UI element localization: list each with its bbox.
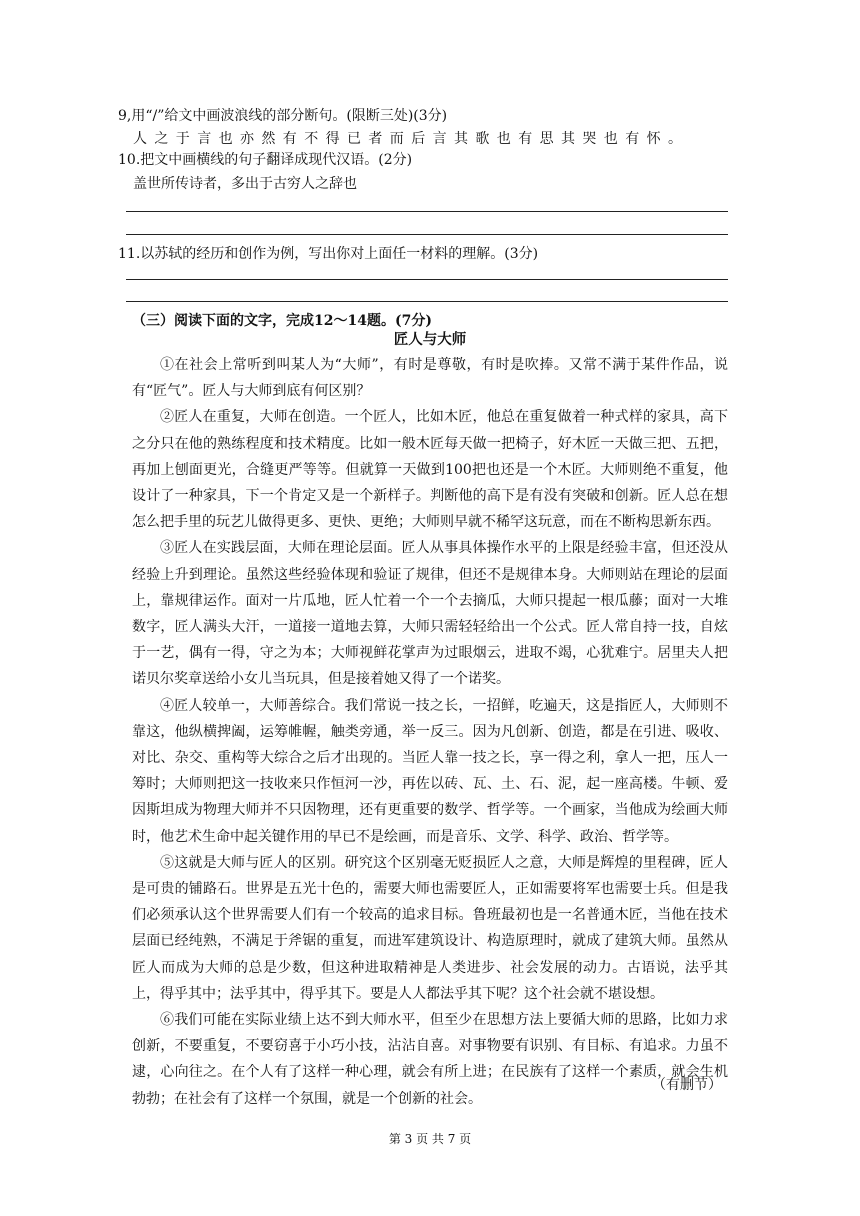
page-footer: 第 3 页 共 7 页 <box>388 1132 472 1146</box>
answer-line-4 <box>126 301 728 302</box>
question-10-sentence: 盖世所传诗者，多出于古穷人之辞也 <box>133 176 357 192</box>
paragraph-2: ②匠人在重复，大师在创造。一个匠人，比如木匠，他总在重复做着一种式样的家具，高下之分只在他的熟练程度和技术精度。比如一般木匠每天做一把椅子，好木匠一天做三把、五把，再加上刨面更光，合缝更严等等。但就算一天做到100把也还是一个木匠。大师则绝不重复，他设计了一种家具，下一个肯定又是一个新样子。判断他的高下是有没有突破和创新。匠人总在想怎么把手里的玩艺儿做得更多、更快、更绝；大师则早就不稀罕这玩意，而在不断构思新东西。 <box>132 409 728 531</box>
paragraph-5: ⑤这就是大师与匠人的区别。研究这个区别毫无贬损匠人之意，大师是辉煌的里程碑，匠人是可贵的铺路石。世界是五光十色的，需要大师也需要匠人，正如需要将军也需要士兵。但是我们必须承认这个世界需要人们有一个较高的追求目标。鲁班最初也是一名普通木匠，当他在技术层面已经纯熟，不满足于斧锯的重复，而进军建筑设计、构造原理时，就成了建筑大师。虽然从匠人而成为大师的总是少数，但这种进取精神是人类进步、社会发展的动力。古语说，法乎其上，得乎其中；法乎其中，得乎其下。要是人人都法乎其下呢？这个社会就不堪设想。 <box>132 854 728 1002</box>
section-heading: （三）阅读下面的文字，完成12～14题。(7分) <box>132 313 432 329</box>
answer-line-3 <box>126 279 728 280</box>
answer-line-2 <box>126 234 728 235</box>
article-credit: （有删节） <box>652 1077 722 1093</box>
article-title: 匠人与大师 <box>393 331 467 348</box>
article-body <box>132 352 728 1112</box>
question-9-passage: 人之于言也亦然有不得已者而后言其歌也有思其哭也有怀。 <box>133 131 690 147</box>
question-11-label: 11.以苏轼的经历和创作为例，写出你对上面任一材料的理解。(3分) <box>118 246 539 262</box>
answer-line-1 <box>126 211 728 212</box>
paragraph-3: ③匠人在实践层面，大师在理论层面。匠人从事具体操作水平的上限是经验丰富，但还没从经验上升到理论。虽然这些经验体现和验证了规律，但还不是规律本身。大师则站在理论的层面上，靠规律运作。面对一片瓜地，匠人忙着一个一个去摘瓜，大师只提起一根瓜藤；面对一大堆数字，匠人满头大汗，一道接一道地去算，大师只需轻轻给出一个公式。匠人常自持一技，自炫于一艺，偶有一得，守之为本；大师视鲜花掌声为过眼烟云，进取不竭，心犹难宁。居里夫人把诺贝尔奖章送给小女儿当玩具，但是接着她又得了一个诺奖。 <box>132 540 728 688</box>
question-9-label: 9,用“/”给文中画波浪线的部分断句。(限断三处)(3分) <box>118 108 448 124</box>
paragraph-4: ④匠人较单一，大师善综合。我们常说一技之长，一招鲜，吃遍天，这是指匠人，大师则不靠这，他纵横捭阖，运筹帷幄，触类旁通，举一反三。因为凡创新、创造，都是在引进、吸收、对比、杂交、重构等大综合之后才出现的。当匠人靠一技之长，享一得之利，拿人一把，压人一筹时；大师则把这一技收来只作恒河一沙，再佐以砖、瓦、土、石、泥，起一座高楼。牛顿、爱因斯坦成为物理大师并不只因物理，还有更重要的数学、哲学等。一个画家，当他成为绘画大师时，他艺术生命中起关键作用的早已不是绘画，而是音乐、文学、科学、政治、哲学等。 <box>132 697 728 845</box>
paragraph-1: ①在社会上常听到叫某人为“大师”，有时是尊敬，有时是吹捧。又常不满于某件作品，说有“匠气”。匠人与大师到底有何区别？ <box>132 357 728 400</box>
paragraph-6: ⑥我们可能在实际业绩上达不到大师水平，但至少在思想方法上要循大师的思路，比如力求创新，不要重复，不要窃喜于小巧小技，沾沾自喜。对事物要有识别、有目标、有追求。力虽不逮，心向往之。在个人有了这样一种心理，就会有所上进；在民族有了这样一个素质，就会生机勃勃；在社会有了这样一个氛围，就是一个创新的社会。 <box>132 1012 728 1107</box>
question-10-label: 10.把文中画横线的句子翻译成现代汉语。(2分) <box>118 152 413 168</box>
